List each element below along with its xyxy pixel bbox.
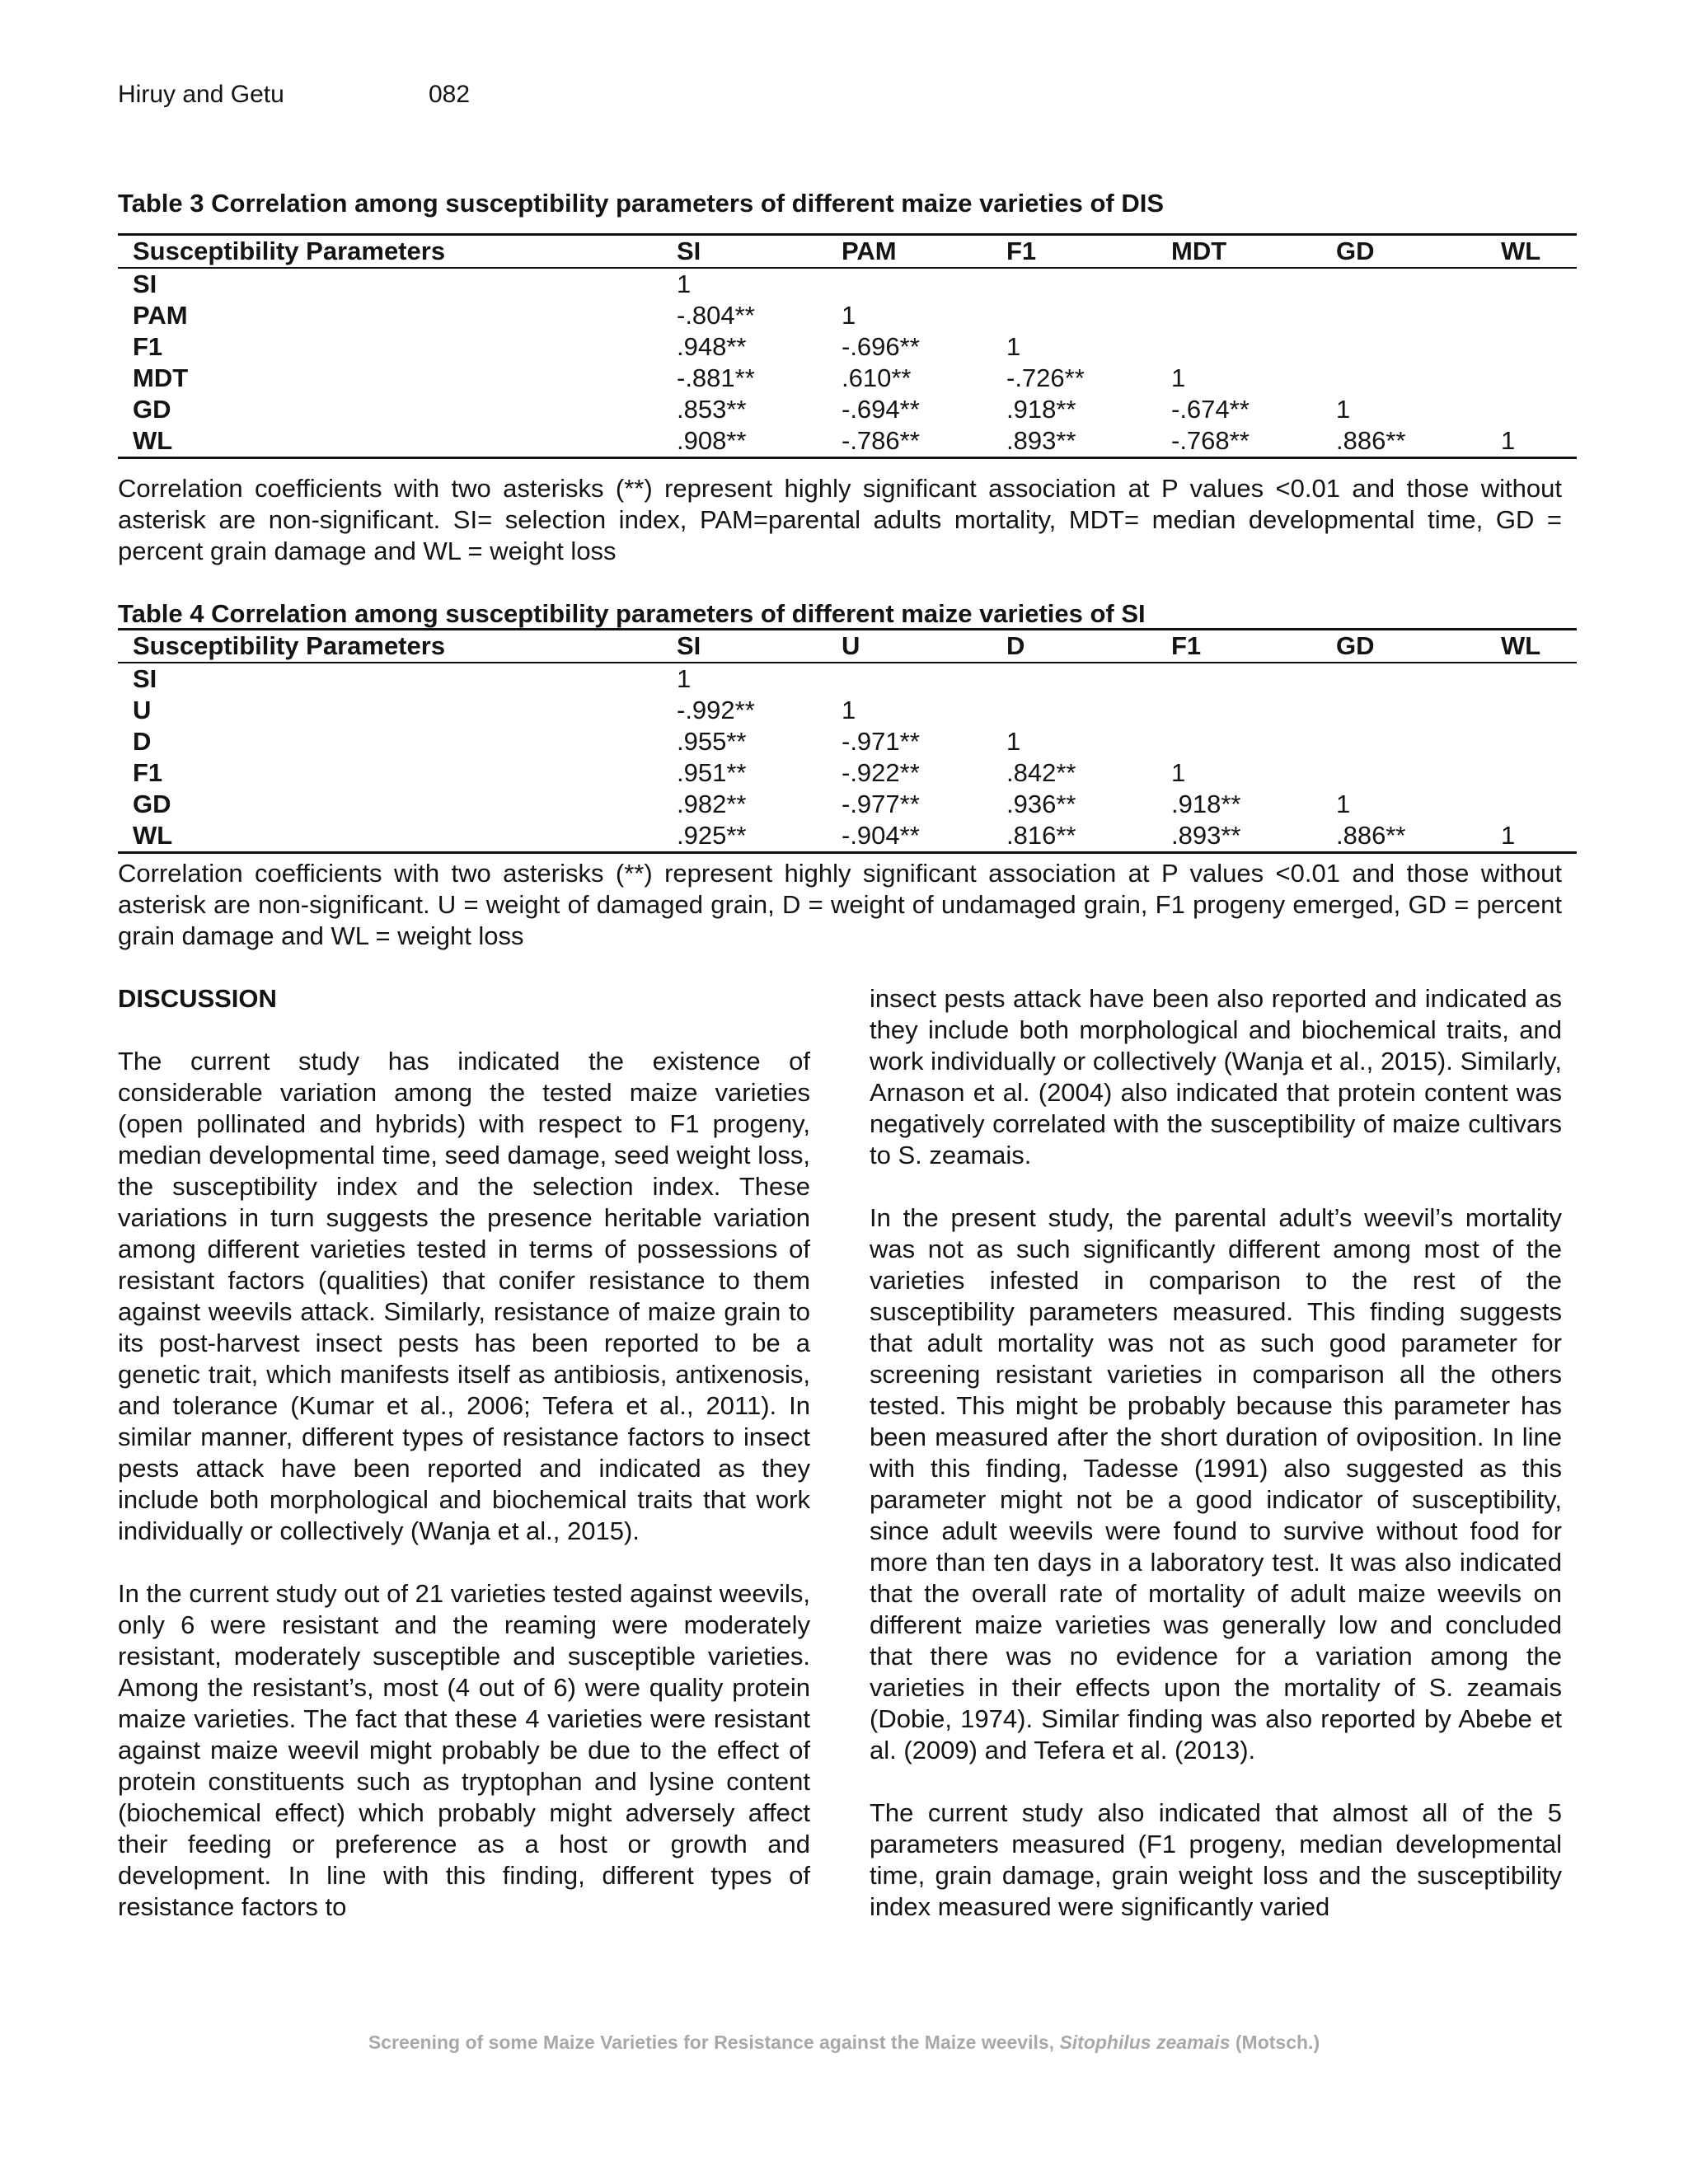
table4-cell: 1 <box>1171 758 1186 787</box>
table3-cell <box>1501 268 1577 300</box>
table3-row-label: WL <box>118 425 677 458</box>
table4-row-label: D <box>133 727 152 756</box>
table4-cell: .951** <box>677 758 747 787</box>
table3-caption: Table 3 Correlation among susceptibility parameters of different maize varieties of DIS <box>118 189 1165 218</box>
table4-cell: .816** <box>1006 820 1171 853</box>
table4-cell: .886** <box>1336 820 1501 853</box>
table4-cell: 1 <box>1336 790 1351 818</box>
table3-row <box>118 425 1577 458</box>
table4-cell <box>1501 695 1577 726</box>
table3-cell: -.674** <box>1171 395 1250 424</box>
table3-cell <box>1171 268 1336 300</box>
table3-cell <box>1336 363 1501 394</box>
table4-cell: 1 <box>677 664 692 693</box>
table4-cell <box>1171 726 1336 757</box>
table3-row-label: SI <box>133 269 157 298</box>
table4-cell: .918** <box>1171 790 1241 818</box>
table4-row-label: WL <box>118 820 677 853</box>
table3-cell: 1 <box>1006 332 1021 361</box>
table3-cell: 1 <box>677 269 692 298</box>
table4-col-header: Susceptibility Parameters <box>118 630 677 663</box>
table4 <box>118 628 1577 854</box>
table4-cell: -.971** <box>842 727 920 756</box>
table4-row <box>118 789 1577 820</box>
table4-cell <box>1006 663 1171 695</box>
table3-row <box>118 363 1577 394</box>
table3-cell <box>1501 363 1577 394</box>
running-footer <box>0 2032 1688 2054</box>
table4-col-header: D <box>1006 630 1171 663</box>
table3-cell: 1 <box>1171 363 1186 392</box>
table3-cell: .893** <box>1006 425 1171 458</box>
table4-row <box>118 820 1577 853</box>
table3-cell <box>842 268 1006 300</box>
table3-cell: 1 <box>842 301 856 330</box>
table4-cell: .893** <box>1171 820 1336 853</box>
table3-header-row <box>118 235 1577 269</box>
header-authors: Hiruy and Getu <box>118 81 284 108</box>
table4-cell <box>1336 695 1501 726</box>
table4-cell: -.992** <box>677 696 755 724</box>
table3-cell <box>1006 268 1171 300</box>
discussion-paragraph: The current study has indicated the existence of considerable variation among the tested maize varieties (open pollinated and hybrids) with respect to F1 progeny, median developmental time, seed damage, seed weight loss, the susceptibility index and the selection index. These variations in turn suggests the presence heritable variation among different varieties tested in terms of possessions of resistant factors (qualities) that conifer resistance to them against weevils attack. Similarly, resistance of maize grain to its post-harvest insect pests has been reported to be a genetic trait, which manifests itself as antibiosis, antixenosis, and tolerance (Kumar et al., 2006; Tefera et al., 2011). In similar manner, different types of resistance factors to insect pests attack have been reported and indicated as they include both morphological and biochemical traits that work individually or collectively (Wanja et al., 2015). <box>118 1047 810 1545</box>
table3-cell: -.881** <box>677 363 755 392</box>
discussion-paragraph: In the current study out of 21 varieties tested against weevils, only 6 were resistant and the reaming were moderately resistant, moderately susceptible and susceptible varieties. Among the resistant’s, most (4 out of 6) were quality protein maize varieties. The fact that these 4 varieties were resistant against maize weevil might probably be due to the effect of protein constituents such as tryptophan and lysine content (biochemical effect) which probably might adversely affect their feeding or preference as a host or growth and development. In line with this finding, different types of resistance factors to <box>118 1579 810 1921</box>
table4-cell <box>1336 663 1501 695</box>
table3-cell: .853** <box>677 395 747 424</box>
table4-row-label: F1 <box>133 758 163 787</box>
table4-cell <box>1006 695 1171 726</box>
footer-species: Sitophilus zeamais <box>1059 2032 1231 2053</box>
table3-row <box>118 268 1577 300</box>
table4-cell: 1 <box>842 696 856 724</box>
running-header <box>118 80 471 110</box>
table4-cell: .982** <box>677 790 747 818</box>
table3-row <box>118 394 1577 425</box>
table4-col-header: U <box>842 630 1006 663</box>
table4-cell: .955** <box>677 727 747 756</box>
table3-col-header: Susceptibility Parameters <box>118 235 677 269</box>
table4-row <box>118 726 1577 757</box>
table3-cell <box>1336 268 1501 300</box>
table3-cell <box>1501 394 1577 425</box>
table4-cell: 1 <box>1501 820 1577 853</box>
table4-row <box>118 695 1577 726</box>
table3-cell: -.804** <box>677 301 755 330</box>
table4-cell <box>1336 726 1501 757</box>
table4-row <box>118 757 1577 789</box>
table4-row-label: U <box>133 696 152 724</box>
table3-col-header: PAM <box>842 235 1006 269</box>
footer-suffix: (Motsch.) <box>1230 2032 1320 2053</box>
table3-cell: .886** <box>1336 425 1501 458</box>
table4-note: Correlation coefficients with two asterisks (**) represent highly significant association at P values <0.01 and those without asterisk are non-significant. U = weight of damaged grain, D = weight of undamaged grain, F1 progeny emerged, GD = percent grain damage and WL = weight loss <box>118 859 1562 950</box>
table3-cell <box>1171 300 1336 331</box>
table3-col-header: MDT <box>1171 235 1336 269</box>
table3-cell <box>1501 331 1577 363</box>
table3-cell: -.694** <box>842 395 920 424</box>
table3-col-header: SI <box>677 235 842 269</box>
table3-cell <box>1006 300 1171 331</box>
table4-cell <box>1501 663 1577 695</box>
discussion-paragraph: insect pests attack have been also reported and indicated as they include both morphological and biochemical traits, and work individually or collectively (Wanja et al., 2015). Similarly, Arnason et al. (2004) also indicated that protein content was negatively correlated with the susceptibility of maize cultivars to S. zeamais. <box>870 984 1562 1169</box>
table3-cell: -.726** <box>1006 363 1085 392</box>
table4-col-header: SI <box>677 630 842 663</box>
table4-cell: .925** <box>677 820 842 853</box>
table4-row-label: GD <box>133 790 171 818</box>
table4-cell <box>1501 757 1577 789</box>
table3-row-label: F1 <box>133 332 163 361</box>
table3-row <box>118 331 1577 363</box>
table3-cell <box>1336 300 1501 331</box>
table4-header-row <box>118 630 1577 663</box>
table4-col-header: GD <box>1336 630 1501 663</box>
table3-col-header: WL <box>1501 235 1577 269</box>
footer-text: Screening of some Maize Varieties for Resistance against the Maize weevils, <box>368 2032 1060 2053</box>
table4-cell: .936** <box>1006 790 1076 818</box>
table3-note: Correlation coefficients with two asterisks (**) represent highly significant association at P values <0.01 and those without asterisk are non-significant. SI= selection index, PAM=parental adults mortality, MDT= median developmental time, GD = percent grain damage and WL = weight loss <box>118 474 1562 565</box>
table4-cell <box>1336 757 1501 789</box>
table3-cell: .918** <box>1006 395 1076 424</box>
table4-cell: -.922** <box>842 758 920 787</box>
table4-cell <box>842 663 1006 695</box>
table4-cell: -.977** <box>842 790 920 818</box>
discussion-paragraph: In the present study, the parental adult’s weevil’s mortality was not as such significantly different among most of the varieties infested in comparison to the rest of the susceptibility parameters measured. This finding suggests that adult mortality was not as such good parameter for screening resistant varieties in comparison all the others tested. This might be probably because this parameter has been measured after the short duration of oviposition. In line with this finding, Tadesse (1991) also suggested as this parameter might not be a good indicator of susceptibility, since adult weevils were found to survive without food for more than ten days in a laboratory test. It was also indicated that the overall rate of mortality of adult maize weevils on different maize varieties was generally low and concluded that there was no evidence for a variation among the varieties in their effects upon the mortality of S. zeamais (Dobie, 1974). Similar finding was also reported by Abebe et al. (2009) and Tefera et al. (2013). <box>870 1203 1562 1765</box>
table3-row-label: MDT <box>133 363 189 392</box>
table3-cell: .610** <box>842 363 912 392</box>
table3-cell: 1 <box>1501 425 1577 458</box>
table4-row-label: SI <box>133 664 157 693</box>
table3-cell: -.768** <box>1171 425 1336 458</box>
table4-row <box>118 663 1577 695</box>
table3 <box>118 233 1577 459</box>
discussion-paragraph: The current study also indicated that almost all of the 5 parameters measured (F1 progeny, median developmental time, grain damage, grain weight loss and the susceptibility index measured were significantly varied <box>870 1798 1562 1921</box>
table3-row-label: GD <box>133 395 171 424</box>
table4-cell <box>1171 663 1336 695</box>
table4-cell <box>1501 789 1577 820</box>
discussion-right-column <box>870 983 1562 1954</box>
table3-cell: .948** <box>677 332 747 361</box>
table3-col-header: F1 <box>1006 235 1171 269</box>
table4-caption: Table 4 Correlation among susceptibility parameters of different maize varieties of SI <box>118 599 1146 628</box>
table3-cell: -.786** <box>842 425 1006 458</box>
table3-cell <box>1171 331 1336 363</box>
discussion-left-column <box>118 983 810 1954</box>
table3-cell <box>1336 331 1501 363</box>
table4-cell <box>1501 726 1577 757</box>
discussion-heading: DISCUSSION <box>118 984 277 1013</box>
table3-cell: 1 <box>1336 395 1351 424</box>
table3-cell: -.696** <box>842 332 920 361</box>
table3-row <box>118 300 1577 331</box>
table4-cell: .842** <box>1006 758 1076 787</box>
table3-row-label: PAM <box>133 301 188 330</box>
table4-cell: 1 <box>1006 727 1021 756</box>
table4-col-header: WL <box>1501 630 1577 663</box>
table4-cell: -.904** <box>842 820 1006 853</box>
table3-col-header: GD <box>1336 235 1501 269</box>
table4-col-header: F1 <box>1171 630 1336 663</box>
table3-cell <box>1501 300 1577 331</box>
table4-cell <box>1171 695 1336 726</box>
table3-cell: .908** <box>677 425 842 458</box>
header-page-number: 082 <box>429 81 471 108</box>
